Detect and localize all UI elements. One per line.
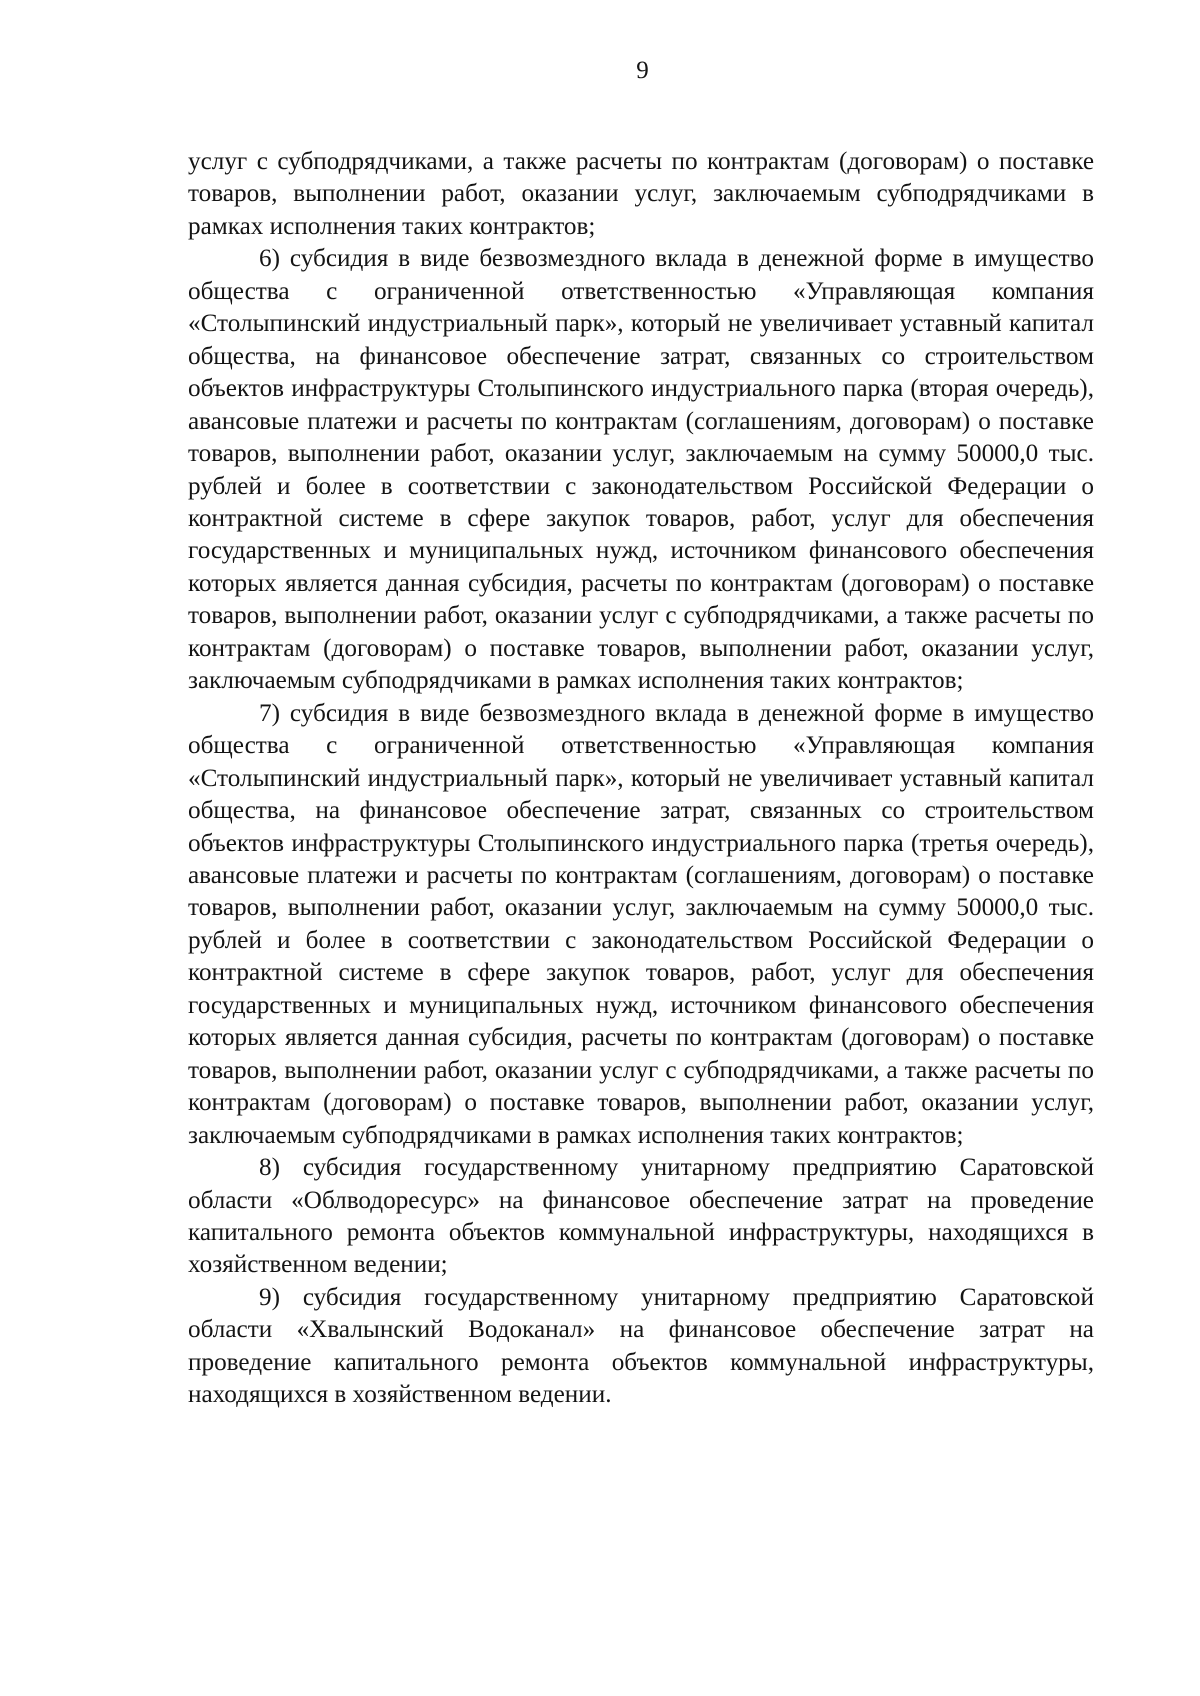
list-item-number: 9) [259,1283,280,1311]
paragraph-text: субсидия в виде безвозмездного вклада в денежной форме в имущество общества с ограниченной ответственностью «Управляющая компания «Столыпинский индустриальный парк», который не увеличивает уставный капитал общества, на финансовое обеспечение затрат, связанных со строительством объектов инфраструктуры Столыпинского индустриального парка (вторая очередь), авансовые платежи и расчеты по контрактам (соглашениям, договорам) о поставке товаров, выполнении работ, оказании услуг, заключаемым на сумму 50000,0 тыс. рублей и более в соответствии с законодательством Российской Федерации о контрактной системе в сфере закупок товаров, работ, услуг для обеспечения государственных и муниципальных нужд, источником финансового обеспечения которых является данная субсидия, расчеты по контрактам (договорам) о поставке товаров, выполнении работ, оказании услуг с субподрядчиками, а также расчеты по контрактам (договорам) о поставке товаров, выполнении работ, оказании услуг, заключаемым субподрядчиками в рамках исполнения таких контрактов; [188,245,1094,695]
paragraph-text: субсидия в виде безвозмездного вклада в денежной форме в имущество общества с ограниченной ответственностью «Управляющая компания «Столыпинский индустриальный парк», который не увеличивает уставный капитал общества, на финансовое обеспечение затрат, связанных со строительством объектов инфраструктуры Столыпинского индустриального парка (третья очередь), авансовые платежи и расчеты по контрактам (соглашениям, договорам) о поставке товаров, выполнении работ, оказании услуг, заключаемым на сумму 50000,0 тыс. рублей и более в соответствии с законодательством Российской Федерации о контрактной системе в сфере закупок товаров, работ, услуг для обеспечения государственных и муниципальных нужд, источником финансового обеспечения которых является данная субсидия, расчеты по контрактам (договорам) о поставке товаров, выполнении работ, оказании услуг с субподрядчиками, а также расчеты по контрактам (договорам) о поставке товаров, выполнении работ, оказании услуг, заключаемым субподрядчиками в рамках исполнения таких контрактов; [188,699,1094,1149]
paragraph-text: субсидия государственному унитарному предприятию Саратовской области «Хвалынский Водоканал» на финансовое обеспечение затрат на проведение капитального ремонта объектов коммунальной инфраструктуры, находящихся в хозяйственном ведении. [188,1283,1095,1409]
page-number: 9 [636,57,649,84]
paragraph-continuation [188,146,1094,243]
list-item-number: 6) [259,245,280,273]
list-item-8 [188,1152,1094,1282]
list-item-6 [188,243,1094,697]
list-item-number: 7) [259,699,280,727]
paragraph-text: услуг с субподрядчиками, а также расчеты по контрактам (договорам) о поставке товаров, выполнении работ, оказании услуг, заключаемым субподрядчиками в рамках исполнения таких контрактов; [188,148,1094,240]
list-item-7 [188,698,1094,1152]
document-body [188,146,1094,1412]
paragraph-text: субсидия государственному унитарному предприятию Саратовской области «Облводоресурс» на финансовое обеспечение затрат на проведение капитального ремонта объектов коммунальной инфраструктуры, находящихся в хозяйственном ведении; [188,1154,1095,1279]
list-item-number: 8) [259,1154,280,1182]
list-item-9 [188,1282,1094,1412]
